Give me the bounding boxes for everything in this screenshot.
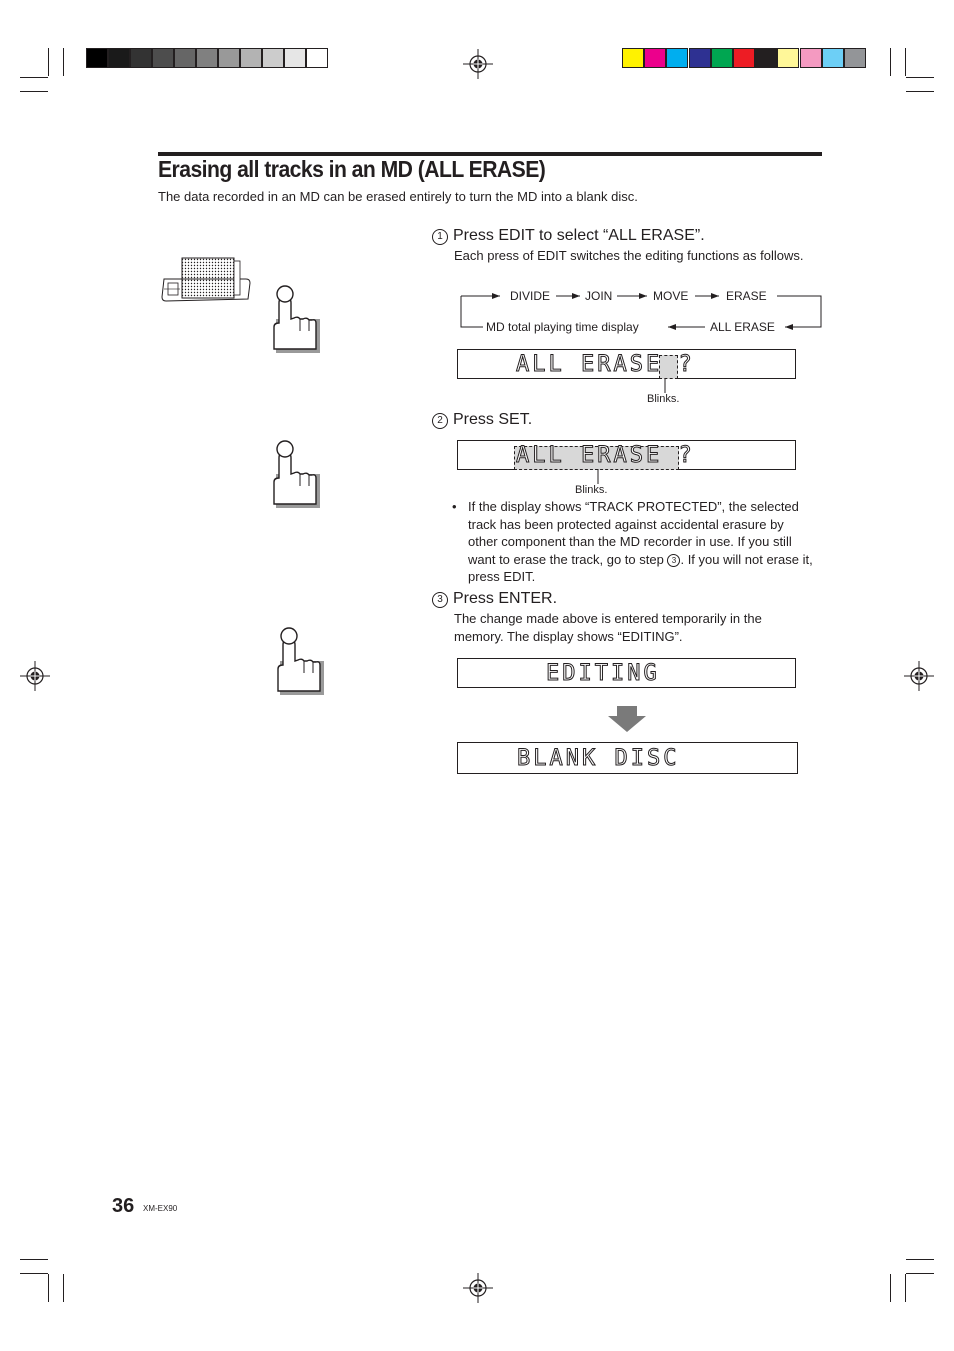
- flow-all-erase: ALL ERASE: [710, 320, 775, 334]
- gray-swatch: [306, 48, 328, 68]
- color-swatch: [733, 48, 755, 68]
- crop-mark: [890, 1274, 891, 1302]
- section-intro: The data recorded in an MD can be erased entirely to turn the MD into a blank disc.: [158, 189, 638, 204]
- callout-line: [660, 378, 670, 394]
- crop-mark: [906, 1273, 934, 1274]
- remote-control-icon: [160, 255, 252, 305]
- gray-swatch: [152, 48, 174, 68]
- color-swatch: [800, 48, 822, 68]
- lcd-text: BLANK DISC: [517, 746, 680, 771]
- pointing-hand-icon: [274, 625, 326, 697]
- color-swatch: [622, 48, 644, 68]
- color-swatch: [822, 48, 844, 68]
- note-text: [468, 498, 816, 586]
- flow-move: MOVE: [653, 289, 689, 303]
- gray-swatch: [240, 48, 262, 68]
- callout-line: [593, 469, 603, 485]
- color-swatch: [777, 48, 799, 68]
- lcd-display-blank-disc: [457, 742, 798, 774]
- step-number: 1: [432, 229, 448, 245]
- crop-mark: [906, 1259, 934, 1260]
- crop-mark: [20, 1259, 48, 1260]
- crop-mark: [20, 77, 48, 78]
- lcd-text: ALL ERASE ?: [516, 352, 695, 377]
- crop-mark: [63, 48, 64, 76]
- crop-mark: [906, 91, 934, 92]
- registration-mark-icon: [463, 49, 493, 79]
- blinks-caption: Blinks.: [575, 484, 608, 496]
- crop-mark: [48, 1274, 49, 1302]
- step-heading-text: Press EDIT to select “ALL ERASE”.: [453, 227, 705, 244]
- gray-swatch: [218, 48, 240, 68]
- lcd-display-editing: [457, 658, 796, 688]
- flow-md-total-time: MD total playing time display: [486, 320, 639, 334]
- gray-swatch: [262, 48, 284, 68]
- crop-mark: [48, 48, 49, 76]
- blinks-caption: Blinks.: [647, 393, 680, 405]
- lcd-display-all-erase-blinking: [457, 440, 796, 470]
- step2-heading: [432, 411, 532, 429]
- crop-mark: [890, 48, 891, 76]
- gray-swatch: [284, 48, 306, 68]
- flow-join: JOIN: [585, 289, 613, 303]
- color-swatch: [689, 48, 711, 68]
- track-protected-note: [452, 498, 816, 586]
- page-number: 36: [112, 1195, 135, 1217]
- registration-mark-icon: [904, 661, 934, 691]
- step-number: 2: [432, 413, 448, 429]
- step3-body: The change made above is entered temporarily in the memory. The display shows “EDITING”.: [454, 611, 762, 644]
- gray-swatch: [108, 48, 130, 68]
- step-ref: 3: [667, 554, 680, 567]
- step-heading-text: Press SET.: [453, 411, 533, 428]
- lcd-display-all-erase: [457, 349, 796, 379]
- pointing-hand-icon: [270, 283, 322, 355]
- gray-swatch: [130, 48, 152, 68]
- lcd-text: ALL ERASE ?: [516, 443, 695, 468]
- step-heading-text: Press ENTER.: [453, 590, 558, 607]
- crop-mark: [905, 48, 906, 76]
- color-swatch: [666, 48, 688, 68]
- step1-body: Each press of EDIT switches the editing functions as follows.: [454, 248, 804, 263]
- color-swatch: [711, 48, 733, 68]
- model-number: XM-EX90: [143, 1204, 178, 1213]
- registration-mark-icon: [20, 661, 50, 691]
- note-text-start: If the display shows “TRACK PROTECTED”, the selected track has been protected against accidental erasure by other component than the MD recorder in use. If you still want to erase the track, go to step: [468, 499, 799, 567]
- color-swatch: [755, 48, 777, 68]
- gray-swatch: [174, 48, 196, 68]
- lcd-text: EDITING: [546, 661, 660, 686]
- step1-heading: [432, 227, 705, 245]
- step3-heading: [432, 590, 557, 608]
- registration-mark-icon: [463, 1273, 493, 1303]
- crop-mark: [63, 1274, 64, 1302]
- bullet: •: [452, 499, 457, 514]
- color-swatch: [644, 48, 666, 68]
- crop-mark: [20, 1273, 48, 1274]
- flow-divide: DIVIDE: [510, 289, 551, 303]
- crop-mark: [20, 91, 48, 92]
- gray-swatch: [86, 48, 108, 68]
- pointing-hand-icon: [270, 438, 322, 510]
- gray-swatch: [196, 48, 218, 68]
- note-text-end: . If you will not erase it, press EDIT.: [468, 551, 813, 584]
- step-number: 3: [432, 592, 448, 608]
- section-title: Erasing all tracks in an MD (ALL ERASE): [158, 156, 546, 182]
- down-arrow-icon: [608, 706, 646, 732]
- color-swatch: [844, 48, 866, 68]
- crop-mark: [906, 77, 934, 78]
- crop-mark: [905, 1274, 906, 1302]
- flow-erase: ERASE: [726, 289, 767, 303]
